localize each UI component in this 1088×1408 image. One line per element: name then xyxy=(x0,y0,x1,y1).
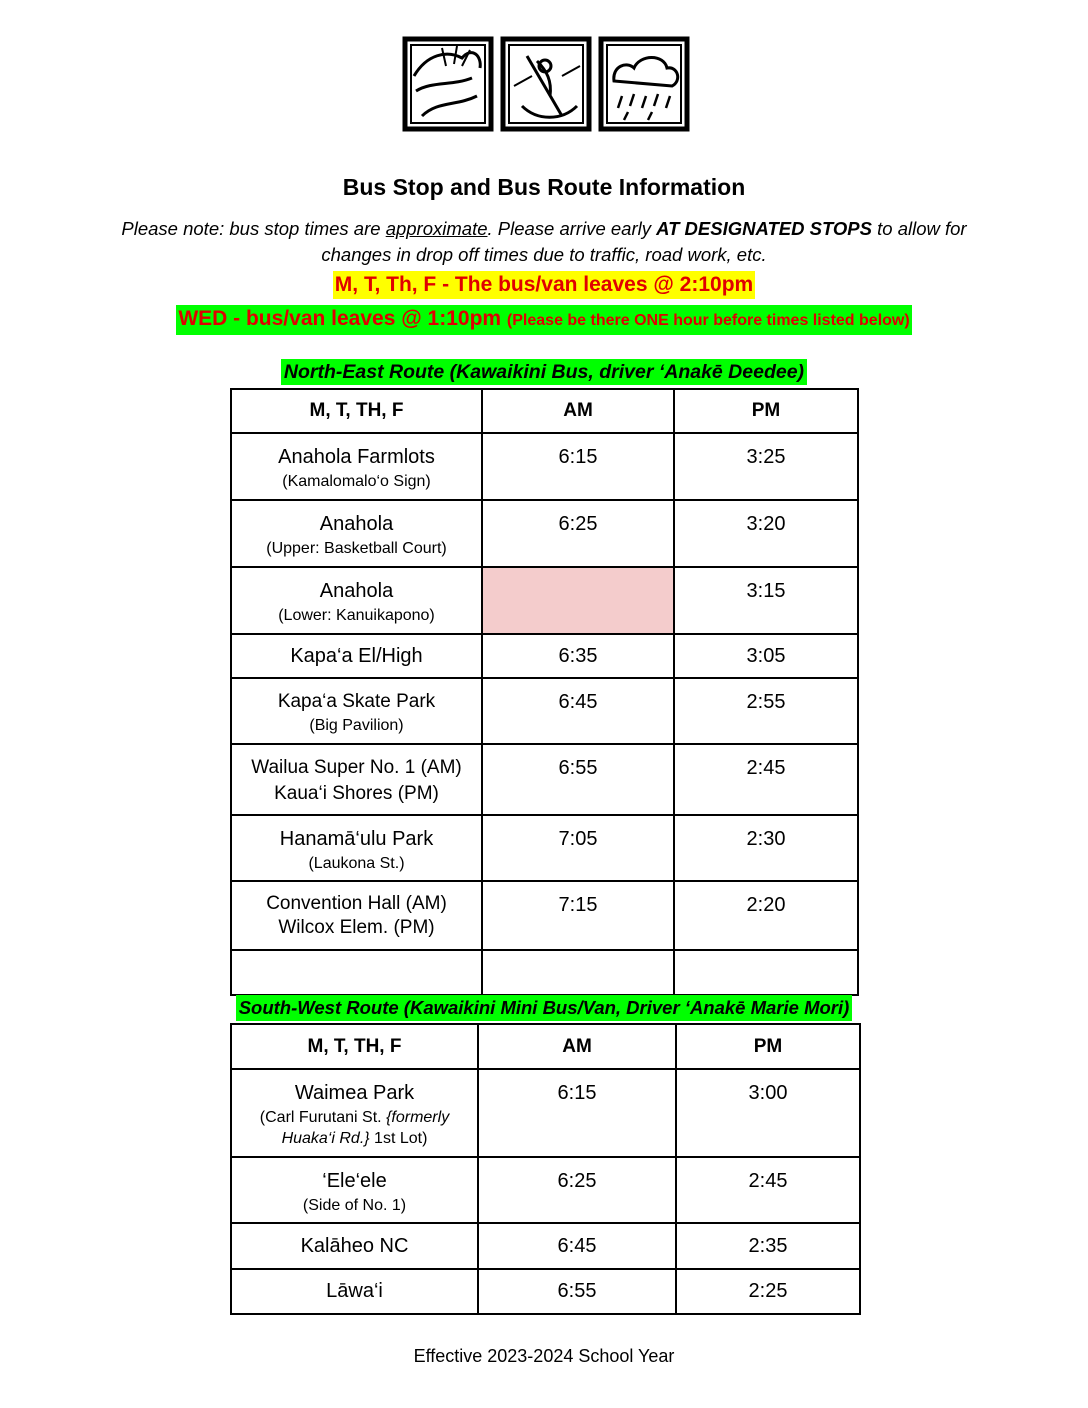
paddler-tile-icon xyxy=(503,39,589,129)
pm-time: 2:55 xyxy=(674,678,858,744)
note-text-2: . Please arrive early xyxy=(487,218,657,239)
stop-cell xyxy=(231,1223,478,1269)
stop-name-pm: Wilcox Elem. (PM) xyxy=(278,917,435,938)
wed-departure-note: (Please be there ONE hour before times listed below) xyxy=(506,312,910,329)
stop-cell xyxy=(231,815,482,881)
col-header-pm: PM xyxy=(674,389,858,433)
table-row xyxy=(231,1069,860,1157)
stop-name: ‘Ele‘ele xyxy=(322,1170,387,1192)
south-west-route-heading xyxy=(0,995,1088,1021)
stop-detail: (Lower: Kanuikapono) xyxy=(278,607,435,624)
col-header-am: AM xyxy=(478,1024,676,1069)
rain-cloud-tile-icon xyxy=(601,39,687,129)
pm-time: 2:30 xyxy=(674,815,858,881)
am-time: 7:15 xyxy=(482,881,674,950)
stop-name: Kapa‘a El/High xyxy=(290,644,423,667)
stop-name: Kapa‘a Skate Park xyxy=(277,691,436,712)
note-text-3: to allow for changes in drop off times due to traffic, road work, etc. xyxy=(321,218,967,265)
pm-time: 2:45 xyxy=(676,1157,860,1223)
table-row xyxy=(231,1269,860,1314)
south-west-route-title: South-West Route (Kawaikini Mini Bus/Van, Driver ‘Anakē Marie Mori) xyxy=(236,995,853,1021)
stop-name: Lāwa‘i xyxy=(326,1280,383,1302)
stop-name: Anahola Farmlots xyxy=(278,446,435,468)
table-row xyxy=(231,500,858,567)
page-title: Bus Stop and Bus Route Information xyxy=(342,174,746,200)
stop-cell xyxy=(231,744,482,815)
pm-time: 3:25 xyxy=(674,433,858,500)
logo xyxy=(402,36,690,134)
pm-time: 2:45 xyxy=(674,744,858,815)
stop-name: Waimea Park xyxy=(294,1082,415,1104)
table-row xyxy=(231,433,858,500)
empty-cell xyxy=(674,950,858,995)
table-row xyxy=(231,744,858,815)
stop-detail: (Carl Furutani St. {formerly Huaka‘i Rd.} 1st Lot) xyxy=(259,1109,450,1147)
stop-cell xyxy=(231,500,482,567)
pm-time: 3:05 xyxy=(674,634,858,678)
stop-cell xyxy=(231,881,482,950)
effective-date-footer: Effective 2023-2024 School Year xyxy=(413,1346,675,1366)
am-time: 6:55 xyxy=(478,1269,676,1314)
stop-cell xyxy=(231,567,482,634)
stop-name: Kalāheo NC xyxy=(300,1234,409,1257)
stop-cell xyxy=(231,678,482,744)
stop-detail: (Side of No. 1) xyxy=(302,1197,407,1214)
table-row-empty xyxy=(231,950,858,995)
col-header-pm: PM xyxy=(676,1024,860,1069)
table-header-row xyxy=(231,389,858,433)
empty-cell xyxy=(482,950,674,995)
table-row xyxy=(231,567,858,634)
stop-name: Hanamā‘ulu Park xyxy=(279,828,434,850)
stop-cell xyxy=(231,433,482,500)
mtthf-departure-text: M, T, Th, F - The bus/van leaves @ 2:10pm xyxy=(333,271,755,299)
wed-departure-text: WED - bus/van leaves @ 1:10pm xyxy=(178,307,502,330)
table-row xyxy=(231,678,858,744)
stop-name: Anahola xyxy=(319,580,394,602)
stop-name-am: Convention Hall (AM) xyxy=(266,893,447,914)
wed-departure-line xyxy=(0,305,1088,335)
am-time: 6:55 xyxy=(482,744,674,815)
am-time: 6:25 xyxy=(478,1157,676,1223)
pm-time: 3:00 xyxy=(676,1069,860,1157)
col-header-am: AM xyxy=(482,389,674,433)
stop-cell xyxy=(231,1269,478,1314)
stop-name-pm: Kaua‘i Shores (PM) xyxy=(274,783,439,804)
am-time-empty xyxy=(482,567,674,634)
stop-cell xyxy=(231,1069,478,1157)
mtthf-departure-line xyxy=(0,271,1088,299)
north-east-route-heading xyxy=(0,359,1088,385)
note-bold: AT DESIGNATED STOPS xyxy=(656,218,872,239)
am-time: 6:15 xyxy=(478,1069,676,1157)
pm-time: 2:20 xyxy=(674,881,858,950)
table-row xyxy=(231,1157,860,1223)
am-time: 7:05 xyxy=(482,815,674,881)
am-time: 6:35 xyxy=(482,634,674,678)
am-time: 6:15 xyxy=(482,433,674,500)
col-header-days: M, T, TH, F xyxy=(231,1024,478,1069)
stop-name: Anahola xyxy=(319,513,394,535)
note-text-1: Please note: bus stop times are xyxy=(121,218,386,239)
arrival-note xyxy=(120,216,968,268)
stop-cell xyxy=(231,1157,478,1223)
sun-cloud-tile-icon xyxy=(405,39,491,129)
pm-time: 2:25 xyxy=(676,1269,860,1314)
stop-detail: (Big Pavilion) xyxy=(309,717,404,734)
table-row xyxy=(231,815,858,881)
stop-cell xyxy=(231,634,482,678)
am-time: 6:45 xyxy=(478,1223,676,1269)
stop-name-am: Wailua Super No. 1 (AM) xyxy=(251,757,462,778)
am-time: 6:25 xyxy=(482,500,674,567)
pm-time: 3:20 xyxy=(674,500,858,567)
stop-detail: (Laukona St.) xyxy=(308,855,405,872)
north-east-route-title: North-East Route (Kawaikini Bus, driver ‘Anakē Deedee) xyxy=(281,359,807,385)
table-row xyxy=(231,1223,860,1269)
table-row xyxy=(231,634,858,678)
empty-cell xyxy=(231,950,482,995)
am-time: 6:45 xyxy=(482,678,674,744)
stop-detail: (Kamalomalo‘o Sign) xyxy=(282,473,431,490)
south-west-schedule-table xyxy=(230,1023,861,1315)
pm-time: 2:35 xyxy=(676,1223,860,1269)
wed-departure-highlight xyxy=(176,305,911,335)
pm-time: 3:15 xyxy=(674,567,858,634)
stop-detail: (Upper: Basketball Court) xyxy=(266,540,447,557)
note-underlined: approximate xyxy=(385,218,488,239)
col-header-days: M, T, TH, F xyxy=(231,389,482,433)
table-header-row xyxy=(231,1024,860,1069)
table-row xyxy=(231,881,858,950)
north-east-schedule-table xyxy=(230,388,859,996)
